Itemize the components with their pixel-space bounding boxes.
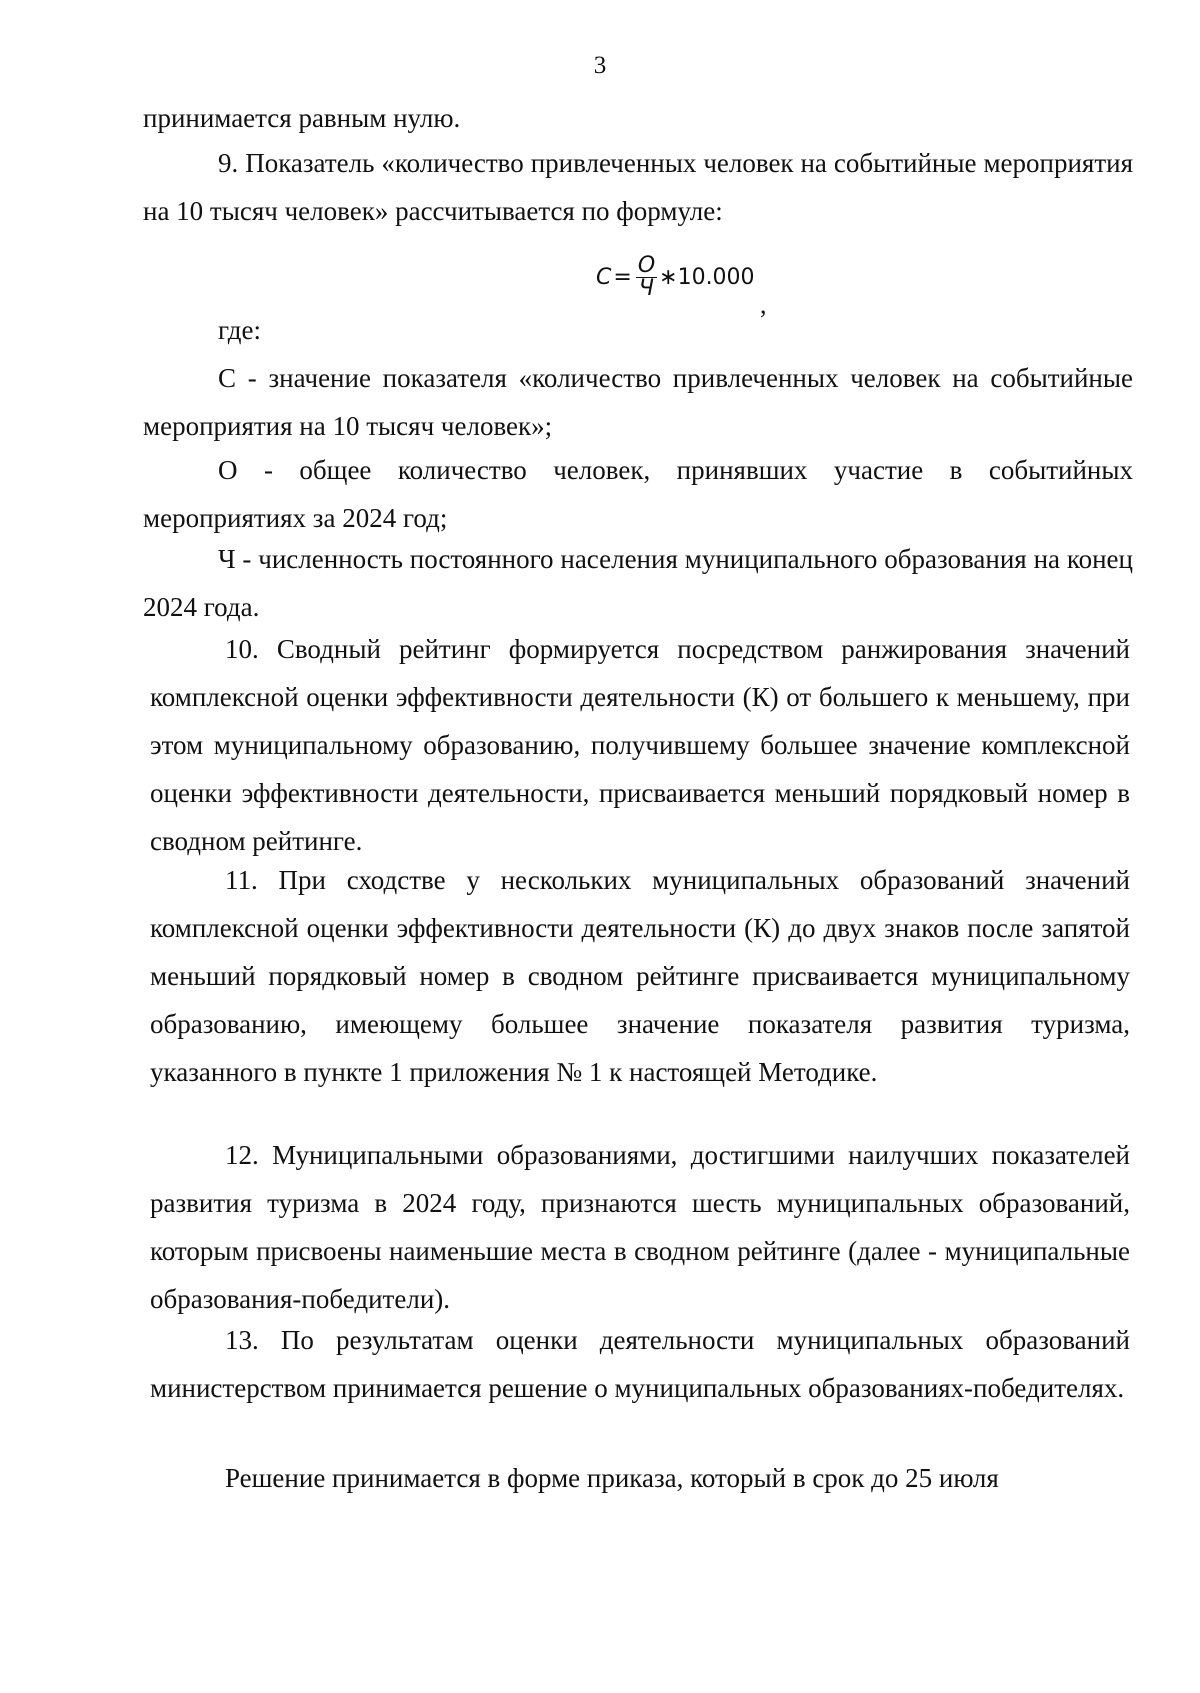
formula-denominator: Ч	[638, 276, 655, 301]
paragraph-11: 11. При сходстве у нескольких муниципальных образований значений комплексной оценки эффективности деятельности (К) до двух знаков после запятой меньший порядковый номер в сводном рейтинге присваивается муниципальному образованию, имеющему большее значение показателя развития туризма, указанного в пункте 1 приложения № 1 к настоящей Методике.	[150, 865, 1130, 1087]
formula-equals: =	[613, 265, 632, 290]
paragraph-10: 10. Сводный рейтинг формируется посредством ранжирования значений комплексной оценки эффективности деятельности (К) от большего к меньшему, при этом муниципальному образованию, получившему большее значение комплексной оценки эффективности деятельности, присваивается меньший порядковый номер в сводном рейтинге.	[150, 634, 1130, 856]
formula-fraction	[636, 255, 657, 300]
paragraph-14: Решение принимается в форме приказа, который в срок до 25 июля	[225, 1463, 999, 1493]
formula-numerator: O	[637, 253, 656, 278]
definition-c: С - значение показателя «количество привлеченных человек на событийные мероприятия на 10 тысяч человек»;	[143, 363, 1133, 441]
formula-trailing-comma: ,	[760, 290, 767, 319]
paragraph-continuation: принимается равным нулю.	[143, 103, 461, 133]
definition-ch: Ч - численность постоянного населения муниципального образования на конец 2024 года.	[143, 544, 1133, 622]
paragraph-12: 12. Муниципальными образованиями, достигшими наилучших показателей развития туризма в 2024 году, признаются шесть муниципальных образований, которым присвоены наименьшие места в сводном рейтинге (далее - муниципальные образования-победители).	[150, 1140, 1130, 1314]
page-number: 3	[593, 52, 607, 79]
paragraph-9: 9. Показатель «количество привлеченных человек на событийные мероприятия на 10 тысяч человек» рассчитывается по формуле:	[143, 148, 1133, 226]
formula-multiplier: ∗10.000	[659, 265, 755, 290]
definition-o: О - общее количество человек, принявших участие в событийных мероприятиях за 2024 год;	[143, 455, 1133, 533]
formula-lhs: C	[596, 265, 612, 290]
paragraph-13: 13. По результатам оценки деятельности муниципальных образований министерством принимается решение о муниципальных образованиях-победителях.	[150, 1325, 1130, 1403]
where-label: где:	[218, 315, 261, 345]
